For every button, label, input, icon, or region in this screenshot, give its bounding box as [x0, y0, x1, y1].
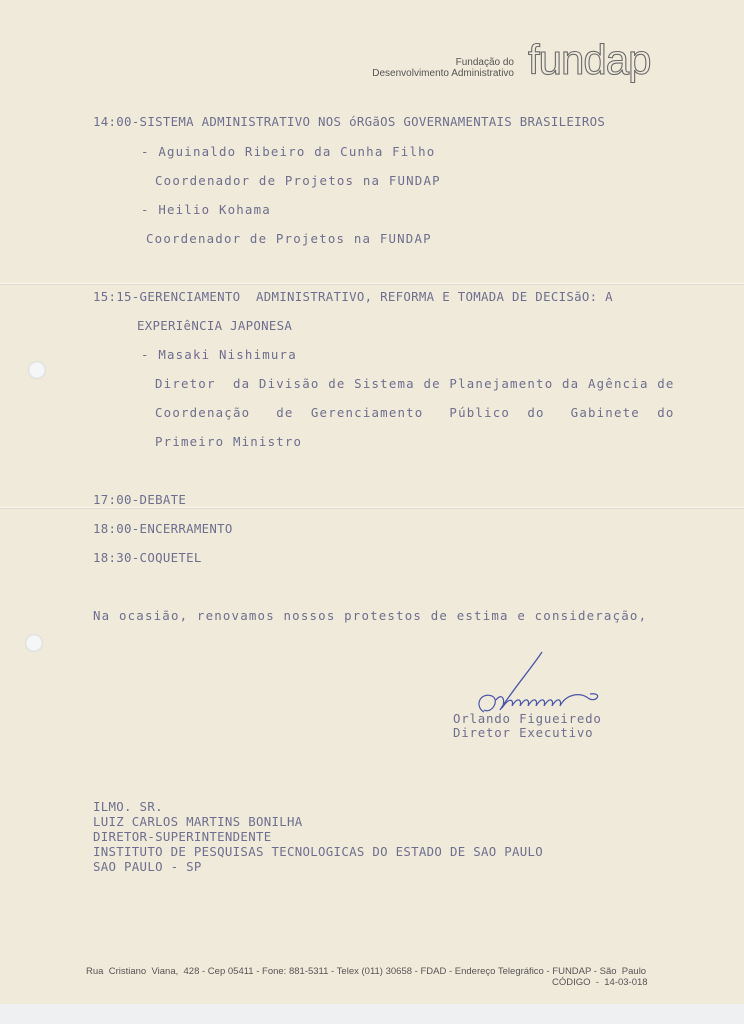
- addressee-line: INSTITUTO DE PESQUISAS TECNOLOGICAS DO ESTADO DE SAO PAULO: [93, 844, 544, 859]
- session-title: 17:00-DEBATE: [93, 492, 187, 507]
- org-name-line1: Fundação do: [455, 57, 514, 68]
- session-title: 14:00-SISTEMA ADMINISTRATIVO NOS óRGãOS GOVERNAMENTAIS BRASILEIROS: [93, 114, 606, 129]
- session-title-continued: EXPERIêNCIA JAPONESA: [137, 318, 293, 333]
- addressee-line: DIRETOR-SUPERINTENDENTE: [93, 829, 272, 844]
- scan-bottom-edge: [0, 1004, 744, 1024]
- punch-hole: [25, 634, 43, 652]
- speaker-role: Coordenador de Projetos na FUNDAP: [155, 173, 441, 188]
- signatory-name: Orlando Figueiredo: [453, 711, 602, 726]
- session-title: 15:15-GERENCIAMENTO ADMINISTRATIVO, REFORMA E TOMADA DE DECISãO: A: [93, 289, 613, 304]
- speaker-name: - Masaki Nishimura: [141, 347, 297, 362]
- footer-code: CÓDIGO - 14-03-018: [552, 977, 648, 988]
- fundap-logo: fundap: [528, 36, 651, 83]
- speaker-role: Primeiro Ministro: [155, 434, 303, 449]
- signatory-title: Diretor Executivo: [453, 725, 594, 740]
- speaker-name: - Aguinaldo Ribeiro da Cunha Filho: [141, 144, 436, 159]
- punch-hole: [28, 361, 46, 379]
- speaker-role: Diretor da Divisão de Sistema de Planejamento da Agência de: [155, 376, 675, 391]
- addressee-line: ILMO. SR.: [93, 799, 163, 814]
- closing-sentence: Na ocasião, renovamos nossos protestos de estima e consideração,: [93, 608, 648, 623]
- speaker-role: Coordenador de Projetos na FUNDAP: [146, 231, 432, 246]
- speaker-name: - Heilio Kohama: [141, 202, 271, 217]
- fold-line: [0, 283, 744, 284]
- footer-address: Rua Cristiano Viana, 428 - Cep 05411 - Fone: 881-5311 - Telex (011) 30658 - FDAD - Endereço Telegráfico - FUNDAP - São Paulo: [86, 966, 647, 977]
- org-name-line2: Desenvolvimento Administrativo: [372, 68, 514, 79]
- speaker-role: Coordenação de Gerenciamento Público do Gabinete do: [155, 405, 675, 420]
- session-title: 18:30-COQUETEL: [93, 550, 202, 565]
- session-title: 18:00-ENCERRAMENTO: [93, 521, 233, 536]
- addressee-line: LUIZ CARLOS MARTINS BONILHA: [93, 814, 303, 829]
- addressee-line: SAO PAULO - SP: [93, 859, 202, 874]
- fold-line: [0, 507, 744, 508]
